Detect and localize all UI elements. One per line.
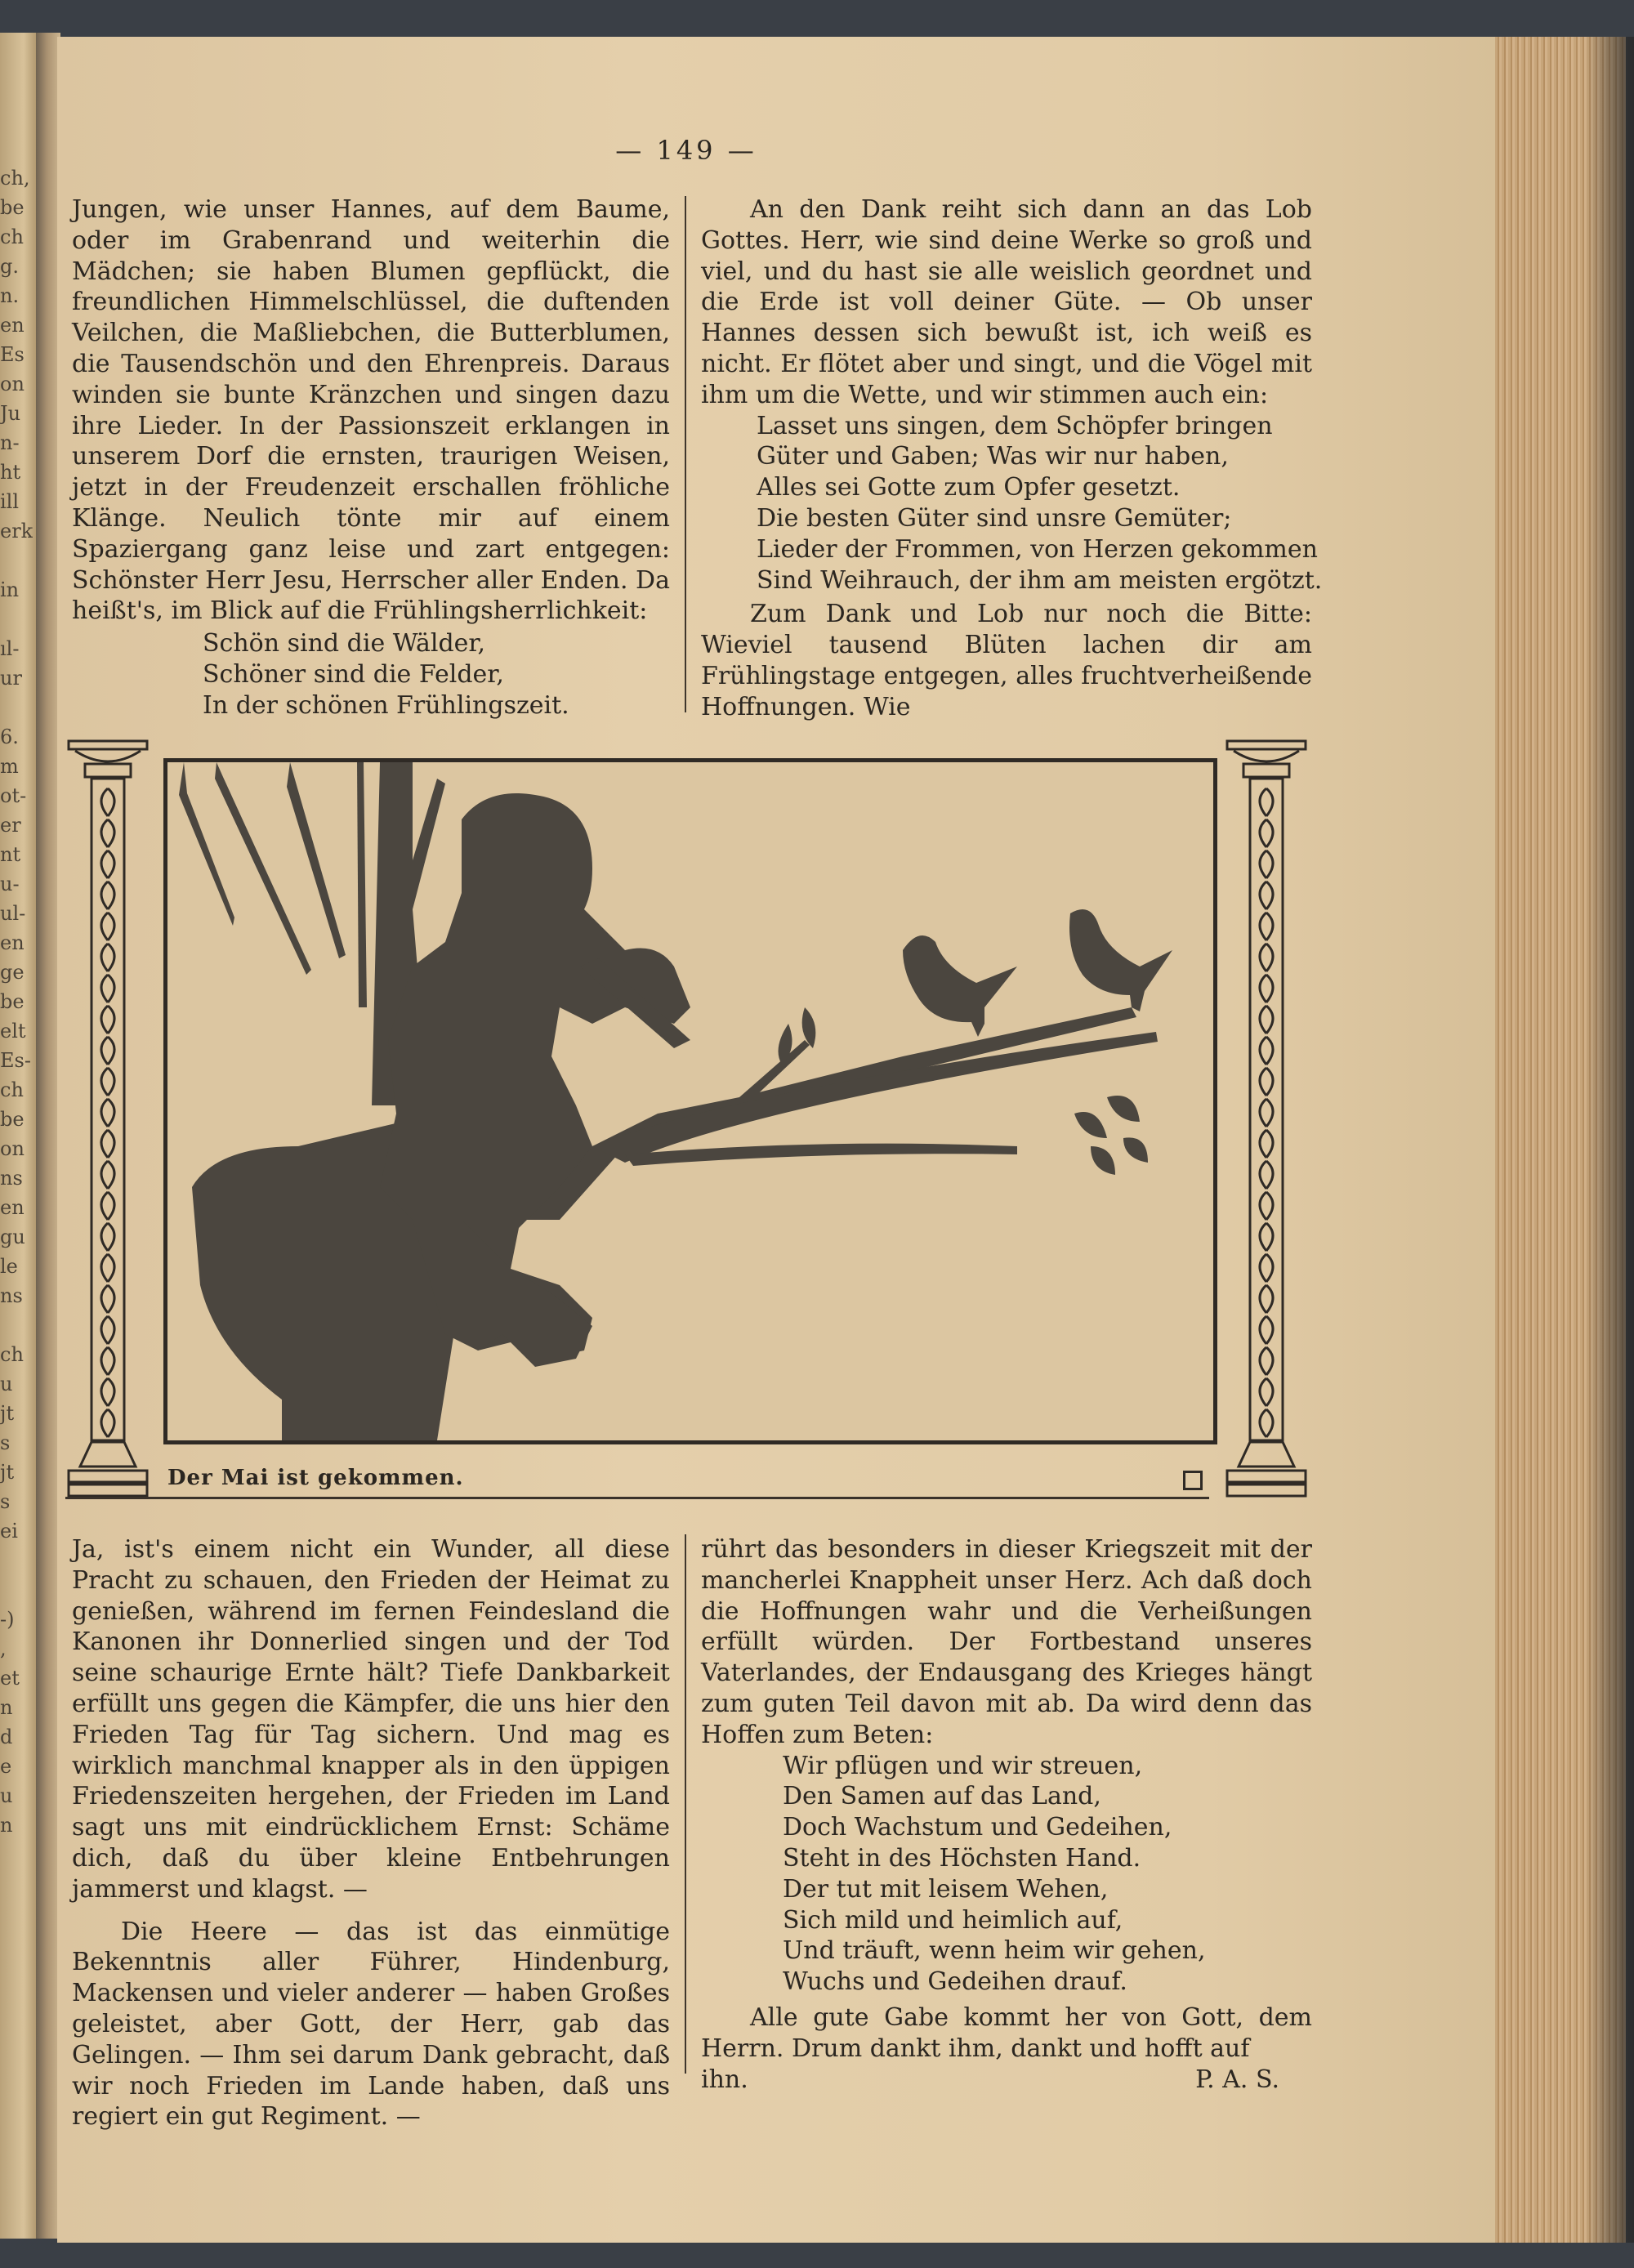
vine-ornament — [1260, 1347, 1266, 1375]
vine-ornament — [1260, 1285, 1266, 1313]
bottom-left-paragraph-1: Ja, ist's einem nicht ein Wunder, all diese Pracht zu schauen, den Frieden der Heimat zu genießen, während im fernen Feindesland die Kanonen ihr Donnerlied singen und der Tod seine schaurige Ernte hält? Tiefe Dankbarkeit erfüllt uns gegen die Kämpfer, die uns hier den Frieden Tag für Tag sichern. Und mag es wirklich manchmal knapper als in den üppigen Friedenszeiten hergehen, der Frieden im Land sagt uns mit eindrücklichem Ernst: Schäme dich, daß du über kleine Entbehrungen jammerst und klagst. — — [72, 1535, 670, 1904]
vine-ornament — [1266, 850, 1273, 878]
vine-ornament — [1260, 1223, 1266, 1251]
verse-line: Den Samen auf das Land, — [783, 1782, 1101, 1811]
verse-line: In der schönen Frühlingszeit. — [203, 690, 569, 720]
vine-ornament — [1266, 1068, 1273, 1096]
vine-ornament — [108, 975, 114, 1002]
vine-ornament — [101, 1254, 108, 1282]
vine-ornament — [1260, 850, 1266, 878]
vine-ornament — [1260, 913, 1266, 940]
vine-ornament — [108, 1254, 114, 1282]
vine-ornament — [1260, 882, 1266, 909]
vine-ornament — [101, 1316, 108, 1344]
leaf — [1123, 1137, 1148, 1163]
vine-ornament — [1260, 1378, 1266, 1406]
bird-right — [1069, 909, 1172, 1011]
vine-ornament — [1266, 1006, 1273, 1034]
vine-ornament — [1260, 1006, 1266, 1034]
verse-line: Güter und Gaben; Was wir nur haben, — [757, 442, 1229, 471]
top-right-paragraph-1: An den Dank reiht sich dann an das Lob Gottes. Herr, wie sind deine Werke so groß und viel, und du hast sie alle weislich geordnet und die Erde ist voll deiner Güte. — Ob unser Hannes dessen sich bewußt ist, ich weiß es nicht. Er flötet aber und singt, und die Vögel mit ihm um die Wette, und wir stimmen auch ein: — [701, 195, 1312, 409]
bottom-left-column — [72, 1534, 670, 2132]
signature: P. A. S. — [1195, 2065, 1279, 2094]
vine-ornament — [101, 1161, 108, 1189]
vine-ornament — [1260, 788, 1266, 816]
vine-ornament — [1260, 1316, 1266, 1344]
vine-ornament — [108, 1037, 114, 1065]
vine-ornament — [1266, 819, 1273, 847]
vine-ornament — [1260, 1254, 1266, 1282]
vine-ornament — [108, 1068, 114, 1096]
vine-ornament — [108, 913, 114, 940]
verse-line: Doch Wachstum und Gedeihen, — [783, 1813, 1172, 1842]
vine-ornament — [101, 1223, 108, 1251]
vine-ornament — [101, 1099, 108, 1127]
previous-page-text-fragments: ch, be ch g. n. en Es on Ju n- ht ill erk in ıl- ur 6. m ot- er nt u- ul- en ge be elt Es- ch be on ns en gu le ns ch u jt s jt s ei -) , et n d e u n — [0, 167, 33, 1837]
verse-line: Alles sei Gotte zum Opfer gesetzt. — [757, 473, 1181, 502]
verse-line: Wuchs und Gedeihen drauf. — [783, 1967, 1127, 1997]
vine-ornament — [101, 819, 108, 847]
vine-ornament — [1266, 1099, 1273, 1127]
top-left-verse — [203, 628, 670, 721]
verse-line: Lieder der Frommen, von Herzen gekommen — [757, 534, 1318, 564]
bird-left — [903, 935, 1017, 1037]
vine-ornament — [1260, 1068, 1266, 1096]
vine-ornament — [108, 1161, 114, 1189]
vine-ornament — [108, 1130, 114, 1158]
vine-ornament — [1266, 882, 1273, 909]
verse-line: Schöner sind die Felder, — [203, 659, 504, 689]
vine-ornament — [108, 788, 114, 816]
verse-line: Schön sind die Wälder, — [203, 629, 485, 659]
tree-branch — [357, 762, 367, 1007]
caption-square-mark — [1183, 1471, 1203, 1490]
vine-ornament — [108, 1378, 114, 1406]
verse-line: Steht in des Höchsten Hand. — [783, 1843, 1141, 1873]
tree-branch — [287, 762, 346, 958]
vine-ornament — [108, 1409, 114, 1437]
leaf — [1107, 1096, 1140, 1122]
vine-ornament — [1260, 1099, 1266, 1127]
vine-ornament — [101, 1285, 108, 1313]
vine-ornament — [1266, 1192, 1273, 1220]
vine-ornament — [101, 788, 108, 816]
top-left-paragraph: Jungen, wie unser Hannes, auf dem Baume, oder im Grabenrand und weiterhin die Mädchen; sie haben Blumen gepflückt, die freundlichen Himmelschlüssel, die duftenden Veilchen, die Maßliebchen, die Butterblumen, die Tausendschön und den Ehrenpreis. Daraus winden sie bunte Kränzchen und singen dazu ihre Lieder. In der Passionszeit erklangen in unserem Dorf die ernsten, traurigen Weisen, jetzt in der Freudenzeit erschallen fröhliche Klänge. Neulich tönte mir auf einem Spaziergang ganz leise und zart entgegen: Schönster Herr Jesu, Herrscher aller Enden. Da heißt's, im Blick auf die Frühlingsherrlichkeit: — [72, 195, 670, 626]
verse-line: Der tut mit leisem Wehen, — [783, 1874, 1109, 1904]
bottom-left-paragraph-2: Die Heere — das ist das einmütige Bekenntnis aller Führer, Hindenburg, Mackensen und vieler anderer — haben Großes geleistet, aber Gott, der Herr, gab das Gelingen. — Ihm sei darum Dank gebracht, daß wir noch Frieden im Lande haben, daß uns regiert ein gut Regiment. — — [72, 1917, 670, 2132]
vine-ornament — [101, 1378, 108, 1406]
verse-line: Sind Weihrauch, der ihm am meisten ergötzt. — [757, 565, 1323, 595]
vine-ornament — [1266, 1285, 1273, 1313]
bottom-right-paragraph-2: Alle gute Gabe kommt her von Gott, dem Herrn. Drum dankt ihm, dankt und hofft auf — [701, 2002, 1312, 2063]
vine-ornament — [108, 1316, 114, 1344]
vine-ornament — [1266, 1347, 1273, 1375]
top-right-column — [701, 194, 1323, 723]
left-column-ornament — [67, 739, 149, 1503]
vine-ornament — [108, 1192, 114, 1220]
column-rule-top — [685, 196, 686, 712]
vine-ornament — [101, 1037, 108, 1065]
vine-ornament — [1266, 1378, 1273, 1406]
vine-ornament — [101, 944, 108, 971]
vine-ornament — [1260, 1130, 1266, 1158]
top-right-paragraph-2: Zum Dank und Lob nur noch die Bitte: Wieviel tausend Blüten lachen dir am Frühlingstage entgegen, alles fruchtverheißende Hoffnungen. Wie — [701, 600, 1312, 721]
vine-ornament — [1260, 1161, 1266, 1189]
tree-base — [192, 1007, 1136, 1440]
illustration-caption: Der Mai ist gekommen. — [167, 1466, 464, 1490]
closing-word: ihn. — [701, 2065, 748, 2094]
leaf — [1091, 1146, 1115, 1175]
vine-ornament — [108, 1285, 114, 1313]
page-number: — 149 — — [615, 135, 757, 166]
closing-line — [701, 2065, 1312, 2096]
vine-ornament — [108, 1099, 114, 1127]
vine-ornament — [108, 850, 114, 878]
verse-line: Wir pflügen und wir streuen, — [783, 1751, 1143, 1780]
top-left-column — [72, 194, 670, 721]
vine-ornament — [1266, 913, 1273, 940]
bottom-right-verse — [783, 1751, 1312, 1998]
vine-ornament — [101, 1130, 108, 1158]
page-edge-shadow — [1585, 37, 1634, 2243]
verse-line: Lasset uns singen, dem Schöpfer bringen — [757, 411, 1273, 440]
vine-ornament — [108, 944, 114, 971]
main-branch — [592, 1032, 1158, 1163]
vine-ornament — [101, 850, 108, 878]
vine-ornament — [108, 1347, 114, 1375]
right-column-ornament — [1226, 739, 1307, 1503]
bottom-right-paragraph-1: rührt das besonders in dieser Kriegszeit mit der mancherlei Knappheit unser Herz. Ach daß doch die Hoffnungen wahr und die Verheißungen erfüllt würden. Der Fortbestand unseres Vaterlandes, der Endausgang des Krieges hängt zum guten Teil davon mit ab. Da wird denn das Hoffen zum Beten: — [701, 1535, 1312, 1749]
vine-ornament — [1260, 944, 1266, 971]
vine-ornament — [101, 913, 108, 940]
vine-ornament — [1260, 1192, 1266, 1220]
top-right-verse — [757, 411, 1323, 596]
vine-ornament — [101, 1192, 108, 1220]
vine-ornament — [101, 1006, 108, 1034]
vine-ornament — [101, 1409, 108, 1437]
vine-ornament — [1266, 1161, 1273, 1189]
column-rule-bottom — [685, 1534, 686, 2074]
lower-branch — [625, 1144, 1017, 1166]
vine-ornament — [108, 882, 114, 909]
vine-ornament — [101, 1347, 108, 1375]
vine-ornament — [1260, 975, 1266, 1002]
vine-ornament — [108, 1006, 114, 1034]
vine-ornament — [1266, 944, 1273, 971]
vine-ornament — [101, 975, 108, 1002]
vine-ornament — [101, 882, 108, 909]
vine-ornament — [1260, 819, 1266, 847]
vine-ornament — [108, 1223, 114, 1251]
vine-ornament — [1266, 1409, 1273, 1437]
vine-ornament — [108, 819, 114, 847]
vine-ornament — [1266, 975, 1273, 1002]
vine-ornament — [1266, 1130, 1273, 1158]
verse-line: Sich mild und heimlich auf, — [783, 1905, 1123, 1935]
leaf — [1074, 1112, 1107, 1138]
vine-ornament — [1266, 1037, 1273, 1065]
vine-ornament — [1260, 1037, 1266, 1065]
caption-rule — [65, 1497, 1209, 1499]
vine-ornament — [1266, 1316, 1273, 1344]
vine-ornament — [101, 1068, 108, 1096]
vine-ornament — [1266, 1223, 1273, 1251]
vine-ornament — [1266, 788, 1273, 816]
bottom-right-column — [701, 1534, 1312, 2095]
verse-line: Die besten Güter sind unsre Gemüter; — [757, 503, 1232, 533]
verse-line: Und träuft, wenn heim wir gehen, — [783, 1936, 1206, 1966]
vine-ornament — [1266, 1254, 1273, 1282]
illustration-silhouette — [163, 758, 1217, 1444]
vine-ornament — [1260, 1409, 1266, 1437]
